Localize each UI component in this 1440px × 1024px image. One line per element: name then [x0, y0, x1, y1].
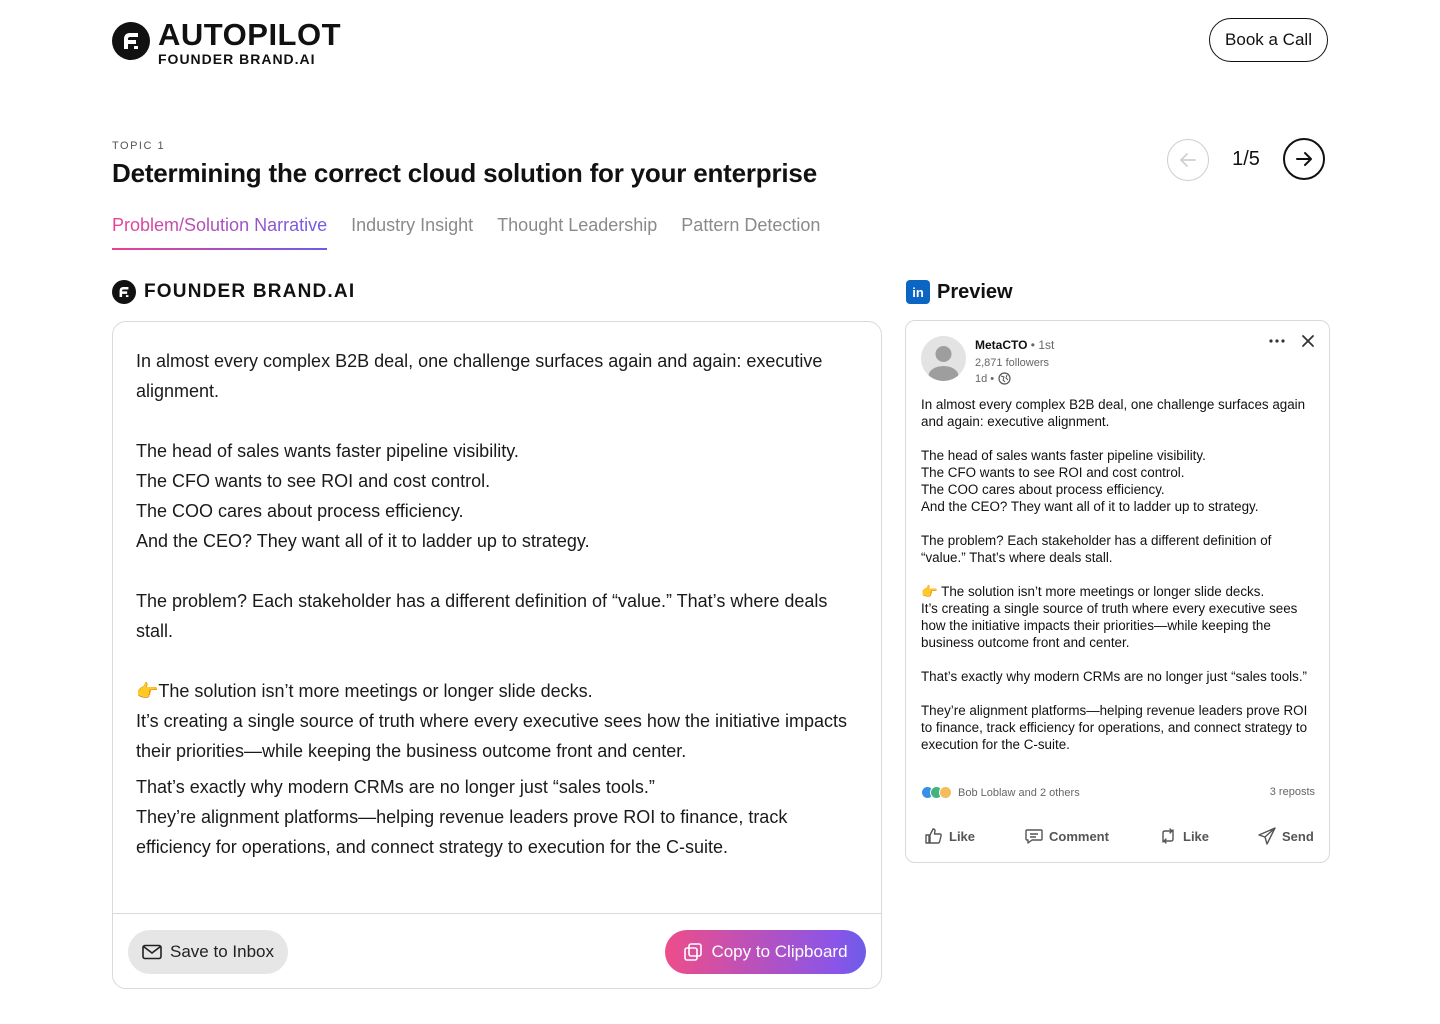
send-label: Send: [1282, 828, 1314, 844]
book-call-button[interactable]: Book a Call: [1209, 18, 1328, 62]
post-editor: [112, 321, 882, 989]
author-name: MetaCTO: [975, 338, 1028, 352]
close-icon: [1300, 333, 1316, 349]
editor-paragraph: The problem? Each stakeholder has a different definition of “value.” That’s where deals stall.: [136, 591, 828, 641]
connection-degree: • 1st: [1027, 338, 1055, 352]
save-to-inbox-button[interactable]: [128, 930, 288, 974]
comment-label: Comment: [1049, 828, 1109, 844]
like-action-button[interactable]: [924, 826, 975, 846]
post-time-label: 1d •: [975, 372, 995, 385]
comment-icon: [1024, 826, 1044, 846]
more-options-button[interactable]: [1266, 333, 1288, 349]
repost-label: Like: [1183, 828, 1210, 844]
autopilot-logo[interactable]: [112, 17, 342, 67]
editor-paragraph: They’re alignment platforms—helping revenue leaders prove ROI to finance, track efficiency for operations, and connect strategy to execution for the C-suite.: [136, 807, 788, 857]
copy-to-clipboard-label: Copy to Clipboard: [711, 942, 848, 961]
send-action-button[interactable]: [1257, 826, 1314, 846]
post-paragraph: The CFO wants to see ROI and cost control.: [921, 465, 1185, 480]
close-preview-button[interactable]: [1300, 333, 1316, 349]
person-icon: [921, 336, 966, 381]
editor-paragraph: 👉The solution isn’t more meetings or longer slide decks.: [136, 681, 593, 701]
post-editor-text[interactable]: [136, 346, 861, 862]
send-icon: [1257, 826, 1277, 846]
repost-action-button[interactable]: [1158, 826, 1209, 846]
logo-subtitle: FOUNDER BRAND.AI: [158, 51, 316, 67]
envelope-icon: [142, 944, 162, 960]
post-paragraph: 👉 The solution isn’t more meetings or longer slide decks.: [921, 584, 1265, 599]
reactions-summary[interactable]: [921, 786, 1080, 799]
editor-paragraph: The COO cares about process efficiency.: [136, 501, 464, 521]
reaction-icons: [921, 786, 948, 799]
copy-icon: [683, 942, 703, 962]
editor-brand-label: FOUNDER BRAND.AI: [144, 281, 356, 302]
post-paragraph: In almost every complex B2B deal, one challenge surfaces again and again: executive alignment.: [921, 397, 1306, 429]
editor-paragraph: The CFO wants to see ROI and cost control.: [136, 471, 491, 491]
topic-label: TOPIC 1: [112, 140, 166, 152]
linkedin-post-preview: [905, 320, 1330, 863]
support-reaction-icon: [939, 786, 952, 799]
globe-icon: [998, 372, 1011, 385]
founder-brand-logo-icon: [112, 22, 150, 60]
like-label: Like: [949, 828, 976, 844]
post-paragraph: That’s exactly why modern CRMs are no longer just “sales tools.”: [921, 669, 1308, 684]
post-paragraph: The COO cares about process efficiency.: [921, 482, 1165, 497]
copy-to-clipboard-button[interactable]: [665, 930, 866, 974]
follower-count: 2,871 followers: [975, 357, 1049, 369]
reactions-text: Bob Loblaw and 2 others: [958, 786, 1080, 799]
post-paragraph: The head of sales wants faster pipeline visibility.: [921, 448, 1206, 463]
tab-pattern-detection[interactable]: Pattern Detection: [681, 215, 821, 235]
repost-count[interactable]: 3 reposts: [1269, 786, 1315, 798]
editor-paragraph: In almost every complex B2B deal, one challenge surfaces again and again: executive alignment.: [136, 351, 823, 401]
editor-paragraph: It’s creating a single source of truth where every executive sees how the initiative impacts their priorities—while keeping the business outcome front and center.: [136, 711, 848, 761]
tab-problem-solution-narrative[interactable]: Problem/Solution Narrative: [112, 215, 327, 250]
comment-action-button[interactable]: [1024, 826, 1109, 846]
topic-page-indicator: 1/5: [1232, 148, 1260, 170]
post-paragraph: They’re alignment platforms—helping revenue leaders prove ROI to finance, track efficiency for operations, and connect strategy to execution for the C-suite.: [921, 703, 1308, 752]
founder-brand-icon: [112, 280, 136, 304]
editor-brand-header: [112, 280, 355, 304]
ellipsis-icon: [1266, 333, 1288, 349]
post-paragraph: And the CEO? They want all of it to ladder up to strategy.: [921, 499, 1259, 514]
post-body: [921, 396, 1315, 753]
editor-paragraph: And the CEO? They want all of it to ladder up to strategy.: [136, 531, 590, 551]
linkedin-icon: in: [906, 280, 930, 304]
post-time: [975, 372, 1011, 385]
post-author[interactable]: [975, 338, 1054, 352]
post-paragraph: The problem? Each stakeholder has a different definition of “value.” That’s where deals stall.: [921, 533, 1272, 565]
logo-title: AUTOPILOT: [158, 17, 342, 52]
repost-icon: [1158, 826, 1178, 846]
editor-footer: [113, 913, 881, 989]
post-paragraph: It’s creating a single source of truth where every executive sees how the initiative impacts their priorities—while keeping the business outcome front and center.: [921, 601, 1298, 650]
editor-paragraph: That’s exactly why modern CRMs are no longer just “sales tools.”: [136, 777, 655, 797]
arrow-left-icon: [1177, 149, 1199, 171]
editor-paragraph: The head of sales wants faster pipeline visibility.: [136, 441, 519, 461]
save-to-inbox-label: Save to Inbox: [170, 942, 274, 961]
page-title: Determining the correct cloud solution for your enterprise: [112, 158, 817, 188]
thumbs-up-icon: [924, 826, 944, 846]
tab-industry-insight[interactable]: Industry Insight: [351, 215, 474, 235]
content-type-tabs: [112, 215, 844, 250]
avatar: [921, 336, 966, 381]
arrow-right-icon: [1293, 148, 1315, 170]
next-topic-button[interactable]: [1283, 138, 1325, 180]
preview-title: Preview: [937, 280, 1013, 303]
tab-thought-leadership[interactable]: Thought Leadership: [497, 215, 658, 235]
preview-header: [906, 280, 1013, 304]
previous-topic-button[interactable]: [1167, 139, 1209, 181]
